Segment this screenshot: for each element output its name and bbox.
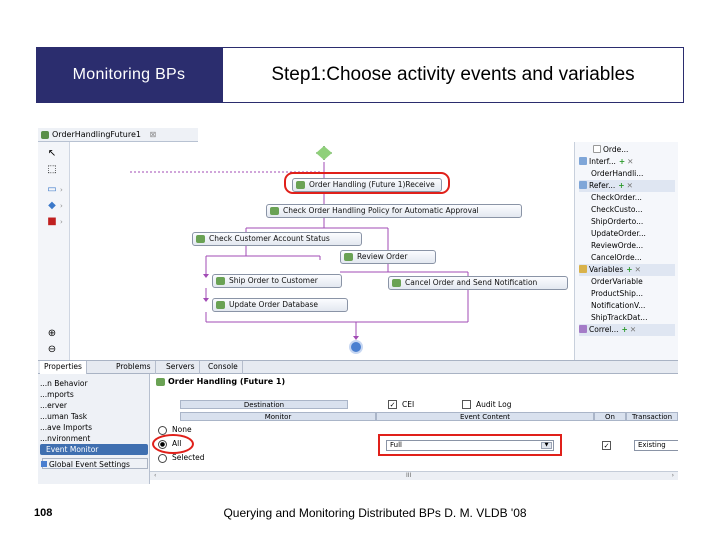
page-number: 108: [34, 507, 53, 519]
nav-item[interactable]: ...mports: [40, 390, 74, 399]
expand-arrow-icon[interactable]: ›: [60, 202, 63, 210]
outline-item[interactable]: OrderVariable: [591, 277, 643, 286]
outline-item[interactable]: CheckOrder...: [591, 193, 642, 202]
slide-step-title: Step1:Choose activity events and variables: [222, 47, 684, 103]
monitor-all-radio[interactable]: ●: [159, 441, 166, 448]
process-node[interactable]: Order Handling (Future 1)Receive: [292, 178, 442, 192]
receive-icon: [156, 378, 165, 386]
on-checkbox[interactable]: ✓: [603, 442, 610, 450]
process-node[interactable]: Check Order Handling Policy for Automatic Approval: [266, 204, 522, 218]
invoke-icon: [216, 277, 225, 285]
activity-tool-icon[interactable]: ▭: [47, 184, 57, 195]
cei-label: CEI: [402, 400, 415, 409]
chevron-down-icon[interactable]: ▼: [541, 442, 552, 449]
invoke-icon: [270, 207, 279, 215]
nav-item[interactable]: ...n Behavior: [40, 379, 88, 388]
outline-item[interactable]: CheckCusto...: [591, 205, 643, 214]
event-content-select[interactable]: Full ▼: [386, 440, 554, 451]
process-node[interactable]: Update Order Database: [212, 298, 348, 312]
on-column-header: On: [594, 412, 626, 421]
cei-checkbox[interactable]: ✓: [389, 401, 396, 409]
event-content-column-header: Event Content: [376, 412, 594, 421]
remove-icon[interactable]: ✕: [626, 181, 633, 190]
zoom-tool-icon[interactable]: ⬚: [47, 164, 57, 175]
invoke-icon: [196, 235, 205, 243]
outline-item[interactable]: ProductShip...: [591, 289, 643, 298]
zoom-out-icon[interactable]: ⊖: [47, 344, 57, 355]
invoke-icon: [392, 279, 401, 287]
tab-console[interactable]: Console: [204, 361, 243, 374]
process-node[interactable]: Cancel Order and Send Notification: [388, 276, 568, 290]
outline-item[interactable]: Refer... + ✕: [579, 180, 675, 192]
tool-palette: [38, 142, 70, 362]
nav-item[interactable]: ...uman Task: [40, 412, 88, 421]
fault-tool-icon[interactable]: ■: [47, 216, 57, 227]
receive-highlight: [284, 172, 450, 194]
reference-icon: [579, 181, 587, 189]
outline-item[interactable]: Interf... + ✕: [579, 156, 675, 168]
monitor-selected-label: Selected: [172, 453, 205, 462]
expand-arrow-icon[interactable]: ›: [60, 218, 63, 226]
monitor-selected-radio[interactable]: [158, 454, 167, 463]
destination-header: Destination: [180, 400, 348, 409]
database-icon: [216, 301, 225, 309]
human-task-icon: [344, 253, 353, 261]
outline-item[interactable]: ShipOrderto...: [591, 217, 644, 226]
horizontal-scrollbar[interactable]: [150, 471, 678, 480]
event-monitor-panel: [150, 374, 678, 484]
outline-item[interactable]: ReviewOrde...: [591, 241, 644, 250]
expand-arrow-icon[interactable]: ›: [60, 186, 63, 194]
outline-item[interactable]: Orde...: [579, 144, 675, 156]
editor-tab-label: OrderHandlingFuture1: [52, 130, 141, 139]
properties-view-tabs: [38, 360, 678, 374]
nav-item-event-monitor[interactable]: Event Monitor: [40, 444, 148, 455]
outline-panel: [574, 142, 678, 360]
remove-icon[interactable]: ✕: [634, 265, 641, 274]
outline-item[interactable]: UpdateOrder...: [591, 229, 646, 238]
outline-item[interactable]: Correl... + ✕: [579, 324, 675, 336]
process-end-node[interactable]: [349, 340, 363, 354]
folder-icon: [593, 145, 601, 153]
nav-item[interactable]: ...nvironment: [40, 434, 91, 443]
select-arrow-icon[interactable]: ↖: [47, 148, 57, 159]
outline-item[interactable]: ShipTrackDat...: [591, 313, 648, 322]
process-canvas[interactable]: [70, 142, 572, 360]
close-icon[interactable]: ⊠: [149, 130, 157, 139]
slide-section-title: Monitoring BPs: [36, 47, 222, 103]
outline-item[interactable]: CancelOrde...: [591, 253, 642, 262]
variables-icon: [579, 265, 587, 273]
gateway-tool-icon[interactable]: ◆: [48, 200, 56, 211]
correlation-icon: [579, 325, 587, 333]
interface-icon: [579, 157, 587, 165]
monitor-column-header: Monitor: [180, 412, 376, 421]
process-node[interactable]: Check Customer Account Status: [192, 232, 362, 246]
nav-item[interactable]: ...ave Imports: [40, 423, 92, 432]
zoom-in-icon[interactable]: ⊕: [47, 328, 57, 339]
settings-icon: [41, 461, 47, 467]
scroll-thumb[interactable]: III: [406, 472, 412, 479]
monitor-all-label: All: [172, 439, 182, 448]
outline-item[interactable]: NotificationV...: [591, 301, 646, 310]
add-icon[interactable]: +: [618, 157, 626, 166]
tab-servers[interactable]: Servers: [162, 361, 200, 374]
all-highlight: [152, 434, 194, 454]
outline-item[interactable]: Variables + ✕: [579, 264, 675, 276]
transaction-column-header: Transaction: [626, 412, 678, 421]
add-icon[interactable]: +: [621, 325, 628, 334]
remove-icon[interactable]: ✕: [627, 157, 634, 166]
add-icon[interactable]: +: [618, 181, 625, 190]
ide-screenshot: [38, 128, 678, 484]
panel-title: Order Handling (Future 1): [156, 376, 285, 388]
outline-item[interactable]: OrderHandli...: [591, 169, 644, 178]
tab-properties[interactable]: Properties: [40, 361, 87, 374]
process-icon: [41, 131, 49, 139]
tab-problems[interactable]: Problems: [112, 361, 156, 374]
scroll-left-icon[interactable]: ‹: [154, 472, 157, 479]
event-content-highlight: [378, 434, 562, 456]
editor-tab[interactable]: [38, 128, 198, 142]
monitor-none-label: None: [172, 425, 192, 434]
global-event-settings-button[interactable]: Global Event Settings: [42, 458, 148, 469]
process-node[interactable]: Review Order: [340, 250, 436, 264]
audit-log-label: Audit Log: [476, 400, 512, 409]
audit-log-checkbox[interactable]: [462, 400, 471, 409]
scroll-right-icon[interactable]: ›: [671, 472, 674, 479]
nav-item[interactable]: ...erver: [40, 401, 67, 410]
transaction-select[interactable]: Existing: [634, 440, 678, 451]
process-node[interactable]: Ship Order to Customer: [212, 274, 342, 288]
add-icon[interactable]: +: [626, 265, 633, 274]
remove-icon[interactable]: ✕: [629, 325, 637, 334]
slide-footer: Querying and Monitoring Distributed BPs D. M. VLDB '08: [223, 506, 527, 520]
